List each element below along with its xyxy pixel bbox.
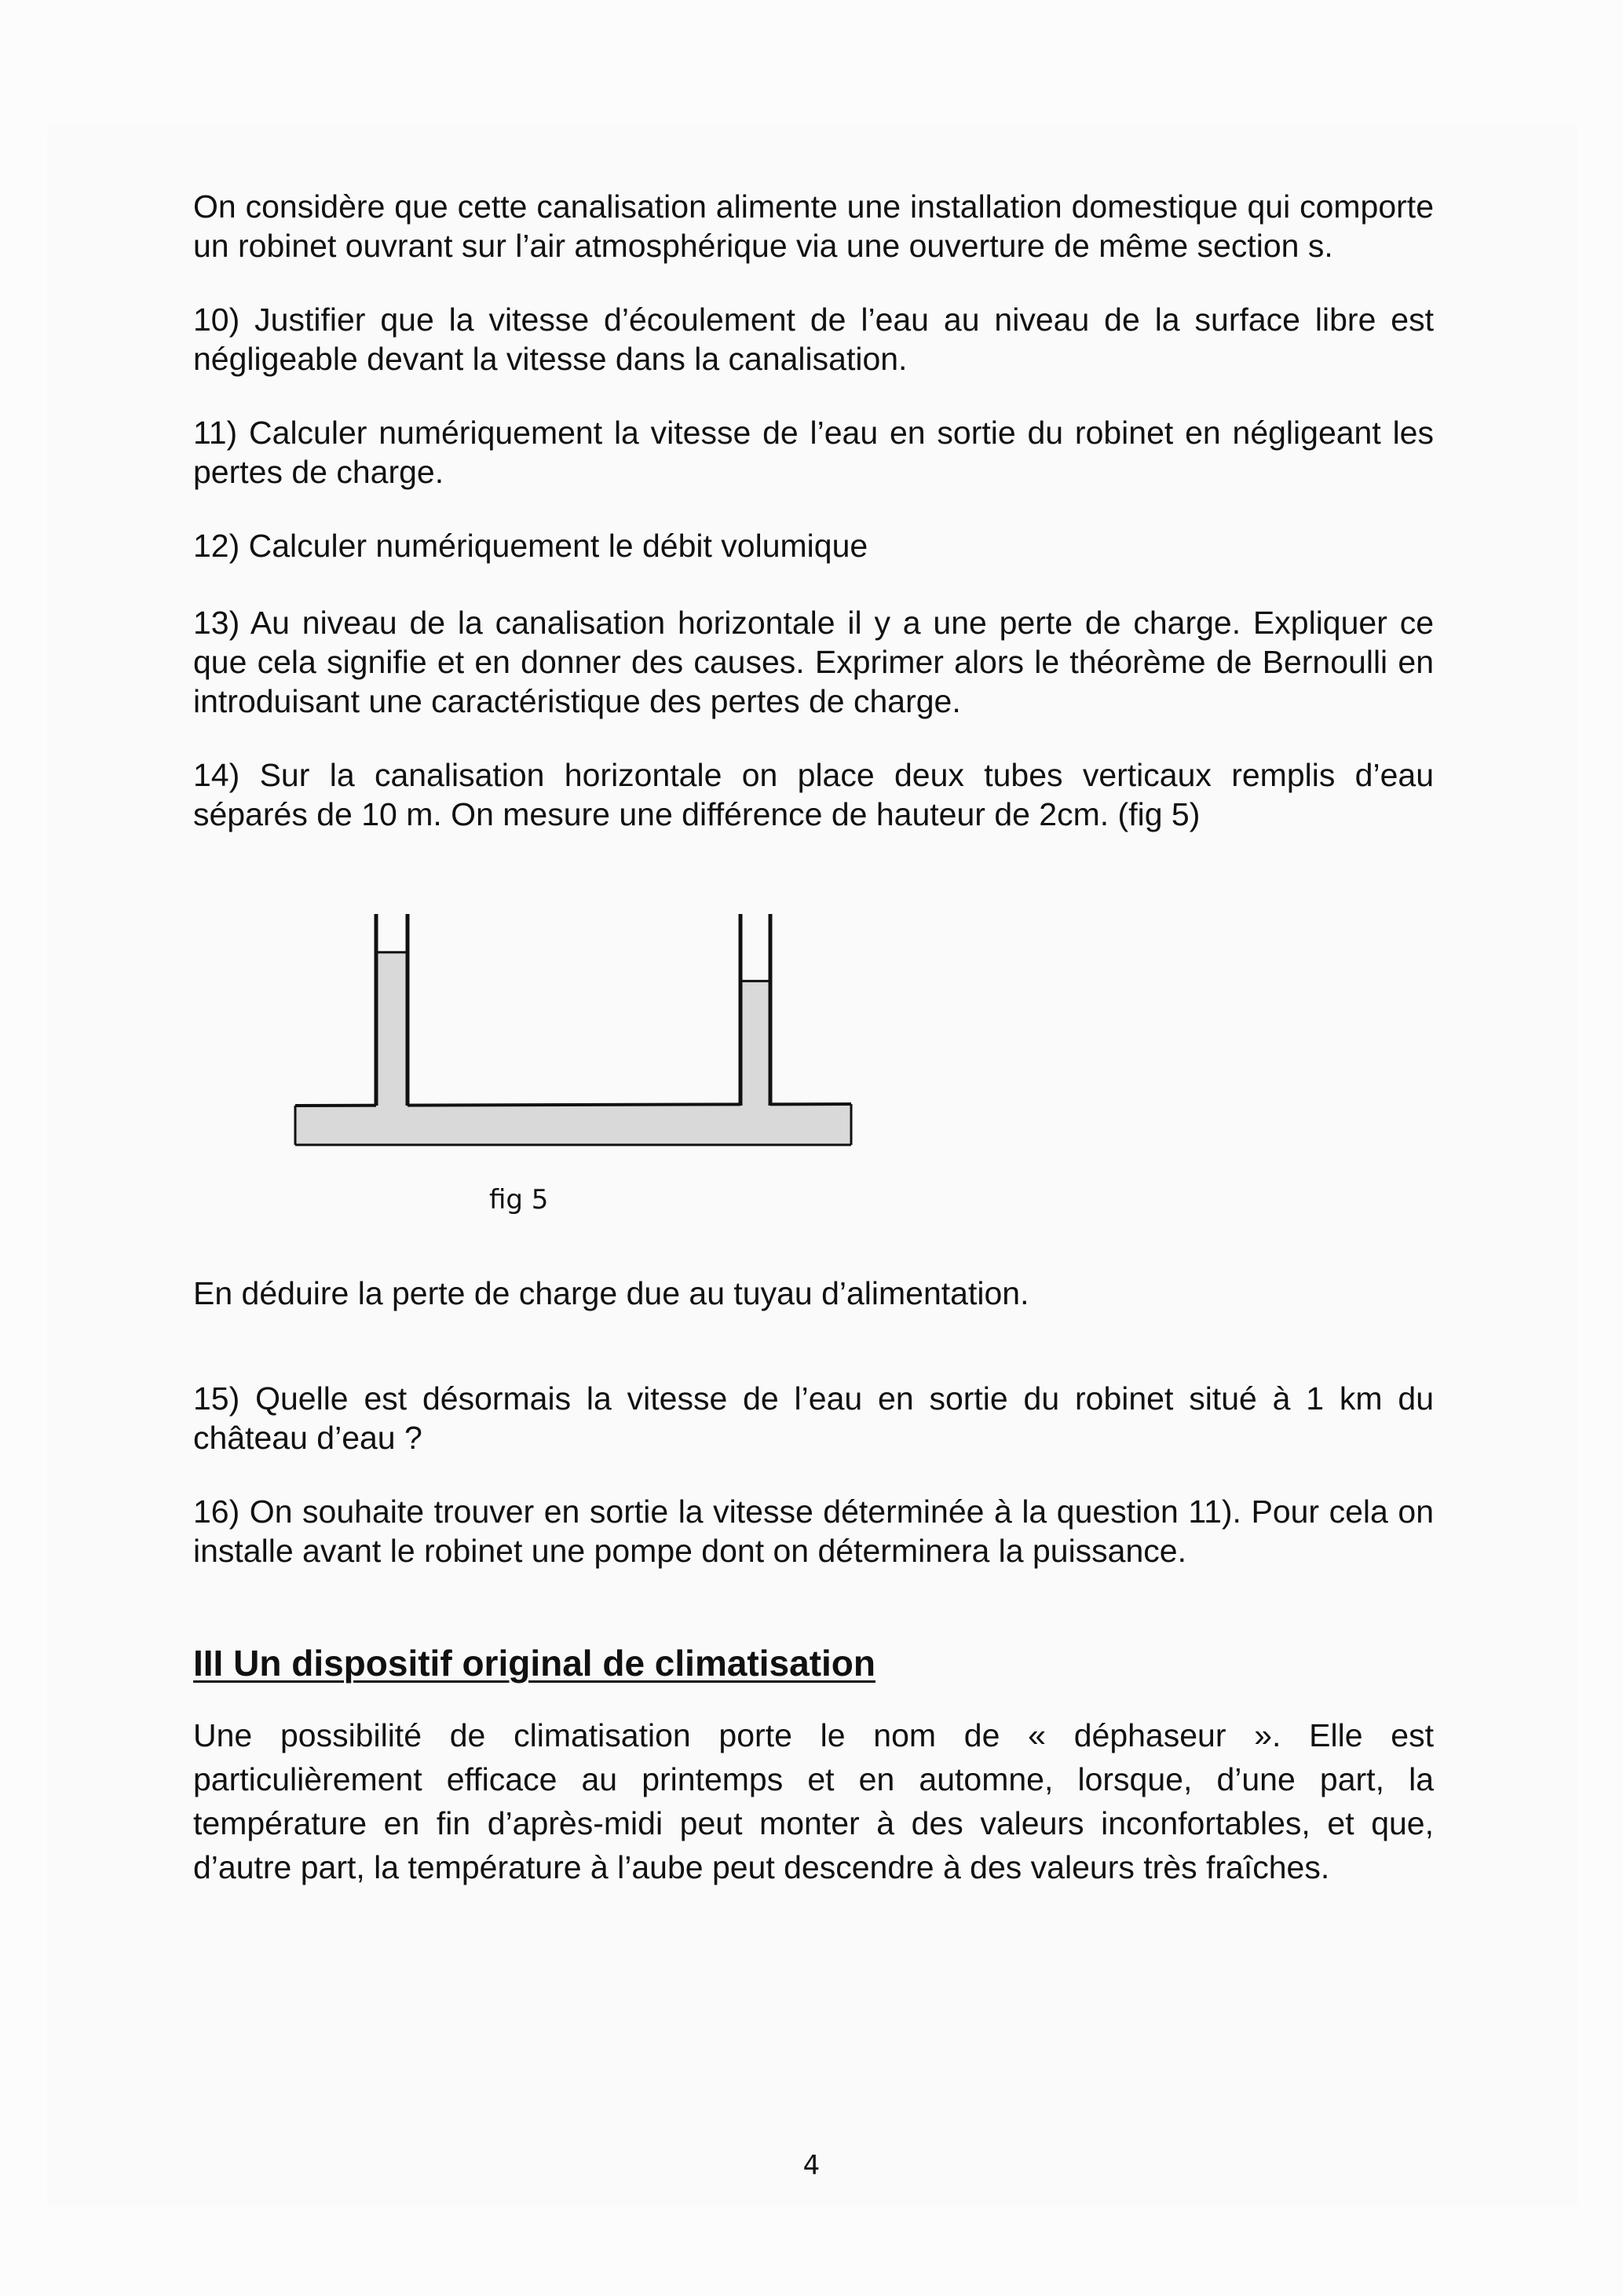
page-content: [193, 187, 1434, 1889]
section-text: Une possibilité de climatisation porte le nom de « déphaseur ». Elle est particulièrement efficace au printemps et en automne, lorsque, d’une part, la température en fin d’après-midi peut monter à des valeurs inconfortables, et que, d’autre part, la température à l’aube peut descendre à des valeurs très fraîches.: [193, 1717, 1434, 1885]
question-15: 15) Quelle est désormais la vitesse de l’eau en sortie du robinet situé à 1 km du château d’eau ?: [193, 1380, 1434, 1456]
section-title: III Un dispositif original de climatisation: [193, 1643, 875, 1684]
question-12: 12) Calculer numériquement le débit volumique: [193, 528, 868, 564]
page-number: 4: [802, 2150, 821, 2181]
horizontal-pipe: [295, 1106, 851, 1145]
question-13: 13) Au niveau de la canalisation horizontale il y a une perte de charge. Expliquer ce que cela signifie et en donner des causes. Exprimer alors le théorème de Bernoulli en introduisant une caractéristique des pertes de charge.: [193, 605, 1434, 719]
paragraph-intro: On considère que cette canalisation alimente une installation domestique qui comporte un robinet ouvrant sur l’air atmosphérique via une ouverture de même section s.: [193, 188, 1434, 264]
deduction-text: En déduire la perte de charge due au tuyau d’alimentation.: [193, 1275, 1029, 1311]
right-tube-water: [740, 981, 770, 1107]
left-tube-water: [376, 952, 408, 1107]
figure-caption: fig 5: [489, 1184, 549, 1216]
question-10: 10) Justifier que la vitesse d’écoulement de l’eau au niveau de la surface libre est négligeable devant la vitesse dans la canalisation.: [193, 302, 1434, 377]
question-11: 11) Calculer numériquement la vitesse de l’eau en sortie du robinet en négligeant les pertes de charge.: [193, 415, 1434, 490]
question-16: 16) On souhaite trouver en sortie la vitesse déterminée à la question 11). Pour cela on installe avant le robinet une pompe dont on déterminera la puissance.: [193, 1493, 1434, 1569]
figure-5: [193, 834, 1434, 1274]
pipe-diagram: [193, 834, 1434, 1274]
question-14: 14) Sur la canalisation horizontale on place deux tubes verticaux remplis d’eau séparés de 10 m. On mesure une différence de hauteur de 2cm. (fig 5): [193, 757, 1434, 832]
